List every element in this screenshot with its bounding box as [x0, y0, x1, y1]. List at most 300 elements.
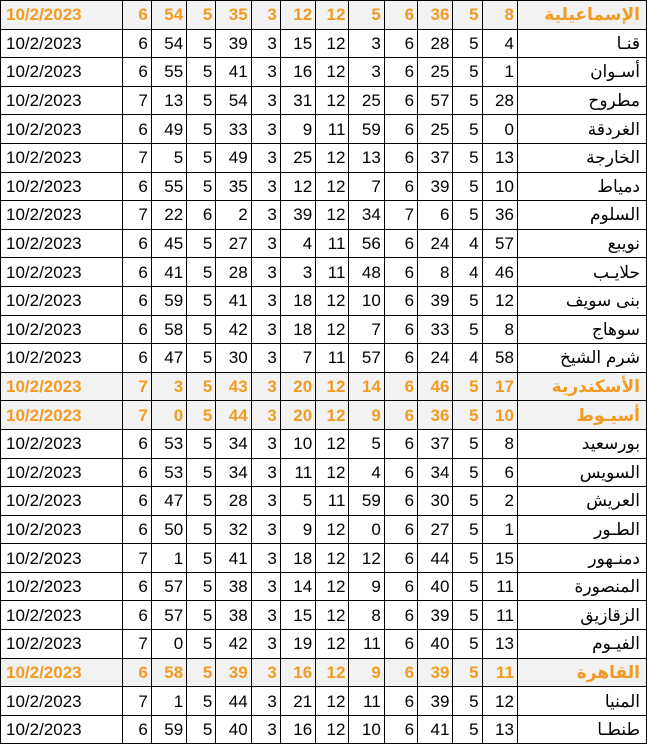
- city-name-cell[interactable]: الفيـوم: [517, 630, 646, 659]
- value-cell[interactable]: 5: [187, 115, 216, 144]
- city-name-cell[interactable]: المنيا: [517, 687, 646, 716]
- value-cell[interactable]: 1: [482, 515, 517, 544]
- value-cell[interactable]: 6: [384, 515, 417, 544]
- value-cell[interactable]: 5: [187, 572, 216, 601]
- value-cell[interactable]: 6: [384, 315, 417, 344]
- value-cell[interactable]: 13: [482, 143, 517, 172]
- value-cell[interactable]: 12: [316, 401, 349, 430]
- city-name-cell[interactable]: بنى سويف: [517, 286, 646, 315]
- value-cell[interactable]: 6: [122, 29, 151, 58]
- date-cell[interactable]: 10/2/2023: [1, 630, 123, 659]
- value-cell[interactable]: 6: [384, 487, 417, 516]
- value-cell[interactable]: 9: [349, 401, 384, 430]
- value-cell[interactable]: 6: [384, 458, 417, 487]
- value-cell[interactable]: 6: [384, 172, 417, 201]
- value-cell[interactable]: 5: [453, 401, 482, 430]
- value-cell[interactable]: 37: [418, 143, 453, 172]
- value-cell[interactable]: 39: [418, 601, 453, 630]
- value-cell[interactable]: 11: [482, 658, 517, 687]
- value-cell[interactable]: 6: [122, 572, 151, 601]
- value-cell[interactable]: 5: [453, 58, 482, 87]
- value-cell[interactable]: 30: [216, 344, 251, 373]
- date-cell[interactable]: 10/2/2023: [1, 429, 123, 458]
- value-cell[interactable]: 5: [349, 429, 384, 458]
- value-cell[interactable]: 5: [453, 1, 482, 30]
- city-name-cell[interactable]: السلوم: [517, 201, 646, 230]
- value-cell[interactable]: 3: [251, 658, 280, 687]
- city-name-cell[interactable]: الأسكندرية: [517, 372, 646, 401]
- value-cell[interactable]: 11: [316, 115, 349, 144]
- value-cell[interactable]: 34: [216, 429, 251, 458]
- value-cell[interactable]: 4: [482, 29, 517, 58]
- value-cell[interactable]: 6: [122, 601, 151, 630]
- value-cell[interactable]: 5: [151, 143, 186, 172]
- value-cell[interactable]: 11: [349, 687, 384, 716]
- date-cell[interactable]: 10/2/2023: [1, 315, 123, 344]
- value-cell[interactable]: 3: [251, 115, 280, 144]
- value-cell[interactable]: 6: [122, 58, 151, 87]
- city-name-cell[interactable]: دمنـهور: [517, 544, 646, 573]
- city-name-cell[interactable]: أسيـوط: [517, 401, 646, 430]
- value-cell[interactable]: 3: [251, 86, 280, 115]
- value-cell[interactable]: 39: [418, 172, 453, 201]
- value-cell[interactable]: 5: [187, 515, 216, 544]
- city-name-cell[interactable]: سوهاج: [517, 315, 646, 344]
- value-cell[interactable]: 59: [151, 715, 186, 744]
- value-cell[interactable]: 49: [216, 143, 251, 172]
- value-cell[interactable]: 12: [316, 630, 349, 659]
- date-cell[interactable]: 10/2/2023: [1, 258, 123, 287]
- value-cell[interactable]: 6: [122, 286, 151, 315]
- value-cell[interactable]: 7: [349, 315, 384, 344]
- value-cell[interactable]: 41: [418, 715, 453, 744]
- value-cell[interactable]: 6: [122, 487, 151, 516]
- value-cell[interactable]: 7: [280, 344, 315, 373]
- value-cell[interactable]: 6: [384, 372, 417, 401]
- value-cell[interactable]: 57: [349, 344, 384, 373]
- value-cell[interactable]: 12: [316, 172, 349, 201]
- city-name-cell[interactable]: طنطـا: [517, 715, 646, 744]
- value-cell[interactable]: 3: [349, 58, 384, 87]
- value-cell[interactable]: 12: [316, 429, 349, 458]
- value-cell[interactable]: 6: [187, 201, 216, 230]
- value-cell[interactable]: 5: [187, 229, 216, 258]
- city-name-cell[interactable]: مطروح: [517, 86, 646, 115]
- value-cell[interactable]: 6: [122, 315, 151, 344]
- value-cell[interactable]: 6: [384, 86, 417, 115]
- value-cell[interactable]: 59: [349, 115, 384, 144]
- value-cell[interactable]: 12: [316, 715, 349, 744]
- value-cell[interactable]: 6: [122, 172, 151, 201]
- value-cell[interactable]: 5: [453, 315, 482, 344]
- value-cell[interactable]: 5: [453, 601, 482, 630]
- date-cell[interactable]: 10/2/2023: [1, 544, 123, 573]
- value-cell[interactable]: 3: [251, 429, 280, 458]
- value-cell[interactable]: 21: [280, 687, 315, 716]
- value-cell[interactable]: 34: [349, 201, 384, 230]
- value-cell[interactable]: 6: [384, 658, 417, 687]
- value-cell[interactable]: 15: [280, 29, 315, 58]
- value-cell[interactable]: 12: [316, 143, 349, 172]
- value-cell[interactable]: 3: [251, 143, 280, 172]
- value-cell[interactable]: 7: [384, 201, 417, 230]
- value-cell[interactable]: 6: [122, 715, 151, 744]
- date-cell[interactable]: 10/2/2023: [1, 344, 123, 373]
- value-cell[interactable]: 5: [453, 630, 482, 659]
- value-cell[interactable]: 3: [151, 372, 186, 401]
- value-cell[interactable]: 6: [122, 515, 151, 544]
- value-cell[interactable]: 3: [251, 372, 280, 401]
- value-cell[interactable]: 57: [151, 601, 186, 630]
- date-cell[interactable]: 10/2/2023: [1, 401, 123, 430]
- value-cell[interactable]: 0: [349, 515, 384, 544]
- value-cell[interactable]: 8: [482, 429, 517, 458]
- city-name-cell[interactable]: الإسماعيلية: [517, 1, 646, 30]
- value-cell[interactable]: 24: [418, 344, 453, 373]
- value-cell[interactable]: 44: [216, 401, 251, 430]
- value-cell[interactable]: 38: [216, 601, 251, 630]
- value-cell[interactable]: 24: [418, 229, 453, 258]
- value-cell[interactable]: 53: [151, 429, 186, 458]
- value-cell[interactable]: 41: [216, 286, 251, 315]
- value-cell[interactable]: 6: [384, 630, 417, 659]
- city-name-cell[interactable]: دمياط: [517, 172, 646, 201]
- value-cell[interactable]: 43: [216, 372, 251, 401]
- value-cell[interactable]: 5: [280, 487, 315, 516]
- value-cell[interactable]: 8: [418, 258, 453, 287]
- value-cell[interactable]: 12: [316, 572, 349, 601]
- date-cell[interactable]: 10/2/2023: [1, 115, 123, 144]
- value-cell[interactable]: 5: [453, 687, 482, 716]
- value-cell[interactable]: 3: [251, 286, 280, 315]
- value-cell[interactable]: 5: [187, 315, 216, 344]
- value-cell[interactable]: 40: [418, 572, 453, 601]
- value-cell[interactable]: 30: [418, 487, 453, 516]
- value-cell[interactable]: 5: [187, 258, 216, 287]
- value-cell[interactable]: 3: [251, 258, 280, 287]
- value-cell[interactable]: 40: [418, 630, 453, 659]
- value-cell[interactable]: 41: [216, 544, 251, 573]
- value-cell[interactable]: 33: [216, 115, 251, 144]
- value-cell[interactable]: 13: [482, 715, 517, 744]
- value-cell[interactable]: 4: [349, 458, 384, 487]
- value-cell[interactable]: 10: [482, 172, 517, 201]
- value-cell[interactable]: 10: [482, 401, 517, 430]
- value-cell[interactable]: 19: [280, 630, 315, 659]
- value-cell[interactable]: 6: [384, 401, 417, 430]
- city-name-cell[interactable]: القاهرة: [517, 658, 646, 687]
- value-cell[interactable]: 9: [349, 658, 384, 687]
- value-cell[interactable]: 7: [122, 401, 151, 430]
- value-cell[interactable]: 57: [482, 229, 517, 258]
- city-name-cell[interactable]: قنـا: [517, 29, 646, 58]
- city-name-cell[interactable]: الطـور: [517, 515, 646, 544]
- value-cell[interactable]: 13: [349, 143, 384, 172]
- value-cell[interactable]: 12: [316, 372, 349, 401]
- value-cell[interactable]: 33: [418, 315, 453, 344]
- value-cell[interactable]: 3: [251, 515, 280, 544]
- value-cell[interactable]: 10: [280, 429, 315, 458]
- value-cell[interactable]: 6: [384, 286, 417, 315]
- value-cell[interactable]: 8: [482, 315, 517, 344]
- value-cell[interactable]: 6: [122, 344, 151, 373]
- value-cell[interactable]: 5: [187, 687, 216, 716]
- value-cell[interactable]: 6: [384, 115, 417, 144]
- value-cell[interactable]: 39: [418, 658, 453, 687]
- value-cell[interactable]: 6: [122, 115, 151, 144]
- value-cell[interactable]: 12: [280, 1, 315, 30]
- value-cell[interactable]: 4: [453, 344, 482, 373]
- value-cell[interactable]: 10: [349, 286, 384, 315]
- value-cell[interactable]: 22: [151, 201, 186, 230]
- value-cell[interactable]: 12: [316, 1, 349, 30]
- value-cell[interactable]: 7: [122, 372, 151, 401]
- value-cell[interactable]: 1: [151, 544, 186, 573]
- value-cell[interactable]: 3: [280, 258, 315, 287]
- value-cell[interactable]: 48: [349, 258, 384, 287]
- value-cell[interactable]: 12: [280, 172, 315, 201]
- value-cell[interactable]: 39: [216, 658, 251, 687]
- value-cell[interactable]: 54: [151, 29, 186, 58]
- value-cell[interactable]: 15: [280, 601, 315, 630]
- value-cell[interactable]: 38: [216, 572, 251, 601]
- city-name-cell[interactable]: الزقازيق: [517, 601, 646, 630]
- value-cell[interactable]: 0: [151, 401, 186, 430]
- value-cell[interactable]: 25: [280, 143, 315, 172]
- city-name-cell[interactable]: أسـوان: [517, 58, 646, 87]
- value-cell[interactable]: 44: [216, 687, 251, 716]
- value-cell[interactable]: 5: [187, 58, 216, 87]
- value-cell[interactable]: 3: [349, 29, 384, 58]
- value-cell[interactable]: 20: [280, 372, 315, 401]
- date-cell[interactable]: 10/2/2023: [1, 201, 123, 230]
- city-name-cell[interactable]: شرم الشيخ: [517, 344, 646, 373]
- date-cell[interactable]: 10/2/2023: [1, 658, 123, 687]
- value-cell[interactable]: 5: [187, 372, 216, 401]
- value-cell[interactable]: 37: [418, 429, 453, 458]
- value-cell[interactable]: 3: [251, 715, 280, 744]
- value-cell[interactable]: 11: [316, 229, 349, 258]
- value-cell[interactable]: 5: [187, 487, 216, 516]
- value-cell[interactable]: 28: [216, 258, 251, 287]
- value-cell[interactable]: 3: [251, 58, 280, 87]
- value-cell[interactable]: 49: [151, 115, 186, 144]
- value-cell[interactable]: 5: [187, 658, 216, 687]
- value-cell[interactable]: 12: [316, 86, 349, 115]
- value-cell[interactable]: 39: [280, 201, 315, 230]
- value-cell[interactable]: 15: [482, 544, 517, 573]
- value-cell[interactable]: 12: [482, 687, 517, 716]
- value-cell[interactable]: 6: [482, 458, 517, 487]
- city-name-cell[interactable]: العريش: [517, 487, 646, 516]
- value-cell[interactable]: 6: [384, 58, 417, 87]
- value-cell[interactable]: 3: [251, 458, 280, 487]
- value-cell[interactable]: 6: [384, 715, 417, 744]
- date-cell[interactable]: 10/2/2023: [1, 29, 123, 58]
- value-cell[interactable]: 28: [418, 29, 453, 58]
- value-cell[interactable]: 39: [216, 29, 251, 58]
- value-cell[interactable]: 7: [122, 630, 151, 659]
- value-cell[interactable]: 3: [251, 172, 280, 201]
- value-cell[interactable]: 25: [349, 86, 384, 115]
- value-cell[interactable]: 5: [187, 286, 216, 315]
- value-cell[interactable]: 5: [453, 658, 482, 687]
- value-cell[interactable]: 6: [384, 1, 417, 30]
- value-cell[interactable]: 5: [187, 29, 216, 58]
- value-cell[interactable]: 6: [384, 29, 417, 58]
- value-cell[interactable]: 46: [482, 258, 517, 287]
- value-cell[interactable]: 5: [453, 487, 482, 516]
- value-cell[interactable]: 6: [122, 429, 151, 458]
- city-name-cell[interactable]: الخارجة: [517, 143, 646, 172]
- value-cell[interactable]: 4: [453, 258, 482, 287]
- value-cell[interactable]: 3: [251, 601, 280, 630]
- date-cell[interactable]: 10/2/2023: [1, 86, 123, 115]
- date-cell[interactable]: 10/2/2023: [1, 143, 123, 172]
- value-cell[interactable]: 6: [122, 658, 151, 687]
- value-cell[interactable]: 5: [453, 544, 482, 573]
- value-cell[interactable]: 11: [349, 630, 384, 659]
- value-cell[interactable]: 3: [251, 544, 280, 573]
- value-cell[interactable]: 34: [418, 458, 453, 487]
- value-cell[interactable]: 59: [349, 487, 384, 516]
- date-cell[interactable]: 10/2/2023: [1, 715, 123, 744]
- value-cell[interactable]: 6: [122, 229, 151, 258]
- value-cell[interactable]: 41: [216, 58, 251, 87]
- value-cell[interactable]: 42: [216, 315, 251, 344]
- date-cell[interactable]: 10/2/2023: [1, 229, 123, 258]
- value-cell[interactable]: 12: [316, 29, 349, 58]
- date-cell[interactable]: 10/2/2023: [1, 1, 123, 30]
- value-cell[interactable]: 5: [349, 1, 384, 30]
- value-cell[interactable]: 14: [349, 372, 384, 401]
- value-cell[interactable]: 42: [216, 630, 251, 659]
- value-cell[interactable]: 11: [280, 458, 315, 487]
- date-cell[interactable]: 10/2/2023: [1, 687, 123, 716]
- value-cell[interactable]: 6: [384, 143, 417, 172]
- date-cell[interactable]: 10/2/2023: [1, 601, 123, 630]
- value-cell[interactable]: 5: [453, 429, 482, 458]
- value-cell[interactable]: 6: [122, 458, 151, 487]
- value-cell[interactable]: 6: [384, 344, 417, 373]
- value-cell[interactable]: 12: [316, 601, 349, 630]
- value-cell[interactable]: 12: [316, 687, 349, 716]
- value-cell[interactable]: 31: [280, 86, 315, 115]
- value-cell[interactable]: 5: [187, 544, 216, 573]
- value-cell[interactable]: 28: [216, 487, 251, 516]
- value-cell[interactable]: 7: [122, 687, 151, 716]
- value-cell[interactable]: 34: [216, 458, 251, 487]
- value-cell[interactable]: 6: [384, 429, 417, 458]
- value-cell[interactable]: 44: [418, 544, 453, 573]
- value-cell[interactable]: 54: [216, 86, 251, 115]
- date-cell[interactable]: 10/2/2023: [1, 487, 123, 516]
- value-cell[interactable]: 16: [280, 658, 315, 687]
- value-cell[interactable]: 27: [216, 229, 251, 258]
- value-cell[interactable]: 7: [122, 544, 151, 573]
- value-cell[interactable]: 6: [384, 572, 417, 601]
- value-cell[interactable]: 36: [418, 1, 453, 30]
- value-cell[interactable]: 3: [251, 315, 280, 344]
- value-cell[interactable]: 41: [151, 258, 186, 287]
- value-cell[interactable]: 5: [453, 143, 482, 172]
- value-cell[interactable]: 17: [482, 372, 517, 401]
- value-cell[interactable]: 5: [453, 201, 482, 230]
- date-cell[interactable]: 10/2/2023: [1, 286, 123, 315]
- value-cell[interactable]: 5: [187, 458, 216, 487]
- value-cell[interactable]: 5: [187, 715, 216, 744]
- value-cell[interactable]: 7: [122, 201, 151, 230]
- value-cell[interactable]: 6: [384, 601, 417, 630]
- value-cell[interactable]: 12: [316, 201, 349, 230]
- value-cell[interactable]: 12: [316, 458, 349, 487]
- value-cell[interactable]: 58: [151, 658, 186, 687]
- value-cell[interactable]: 5: [453, 458, 482, 487]
- value-cell[interactable]: 39: [418, 687, 453, 716]
- value-cell[interactable]: 8: [482, 1, 517, 30]
- date-cell[interactable]: 10/2/2023: [1, 572, 123, 601]
- value-cell[interactable]: 6: [122, 258, 151, 287]
- value-cell[interactable]: 16: [280, 58, 315, 87]
- value-cell[interactable]: 3: [251, 229, 280, 258]
- value-cell[interactable]: 1: [151, 687, 186, 716]
- value-cell[interactable]: 12: [316, 658, 349, 687]
- value-cell[interactable]: 11: [482, 601, 517, 630]
- value-cell[interactable]: 35: [216, 1, 251, 30]
- value-cell[interactable]: 0: [151, 630, 186, 659]
- value-cell[interactable]: 32: [216, 515, 251, 544]
- value-cell[interactable]: 5: [187, 86, 216, 115]
- value-cell[interactable]: 5: [453, 86, 482, 115]
- value-cell[interactable]: 5: [453, 29, 482, 58]
- city-name-cell[interactable]: الغردقة: [517, 115, 646, 144]
- city-name-cell[interactable]: بورسعيد: [517, 429, 646, 458]
- value-cell[interactable]: 3: [251, 201, 280, 230]
- city-name-cell[interactable]: حلايـب: [517, 258, 646, 287]
- value-cell[interactable]: 3: [251, 687, 280, 716]
- value-cell[interactable]: 11: [316, 258, 349, 287]
- value-cell[interactable]: 59: [151, 286, 186, 315]
- value-cell[interactable]: 55: [151, 172, 186, 201]
- date-cell[interactable]: 10/2/2023: [1, 515, 123, 544]
- value-cell[interactable]: 7: [349, 172, 384, 201]
- value-cell[interactable]: 5: [187, 1, 216, 30]
- value-cell[interactable]: 3: [251, 344, 280, 373]
- value-cell[interactable]: 11: [316, 344, 349, 373]
- value-cell[interactable]: 6: [384, 687, 417, 716]
- value-cell[interactable]: 5: [453, 286, 482, 315]
- value-cell[interactable]: 10: [349, 715, 384, 744]
- value-cell[interactable]: 5: [187, 143, 216, 172]
- value-cell[interactable]: 5: [453, 715, 482, 744]
- value-cell[interactable]: 57: [418, 86, 453, 115]
- value-cell[interactable]: 5: [187, 344, 216, 373]
- value-cell[interactable]: 5: [187, 601, 216, 630]
- value-cell[interactable]: 58: [151, 315, 186, 344]
- value-cell[interactable]: 6: [418, 201, 453, 230]
- city-name-cell[interactable]: المنصورة: [517, 572, 646, 601]
- value-cell[interactable]: 13: [151, 86, 186, 115]
- city-name-cell[interactable]: السويس: [517, 458, 646, 487]
- value-cell[interactable]: 3: [251, 401, 280, 430]
- value-cell[interactable]: 18: [280, 315, 315, 344]
- value-cell[interactable]: 5: [187, 630, 216, 659]
- value-cell[interactable]: 8: [349, 601, 384, 630]
- value-cell[interactable]: 7: [122, 143, 151, 172]
- value-cell[interactable]: 6: [122, 1, 151, 30]
- value-cell[interactable]: 13: [482, 630, 517, 659]
- value-cell[interactable]: 12: [349, 544, 384, 573]
